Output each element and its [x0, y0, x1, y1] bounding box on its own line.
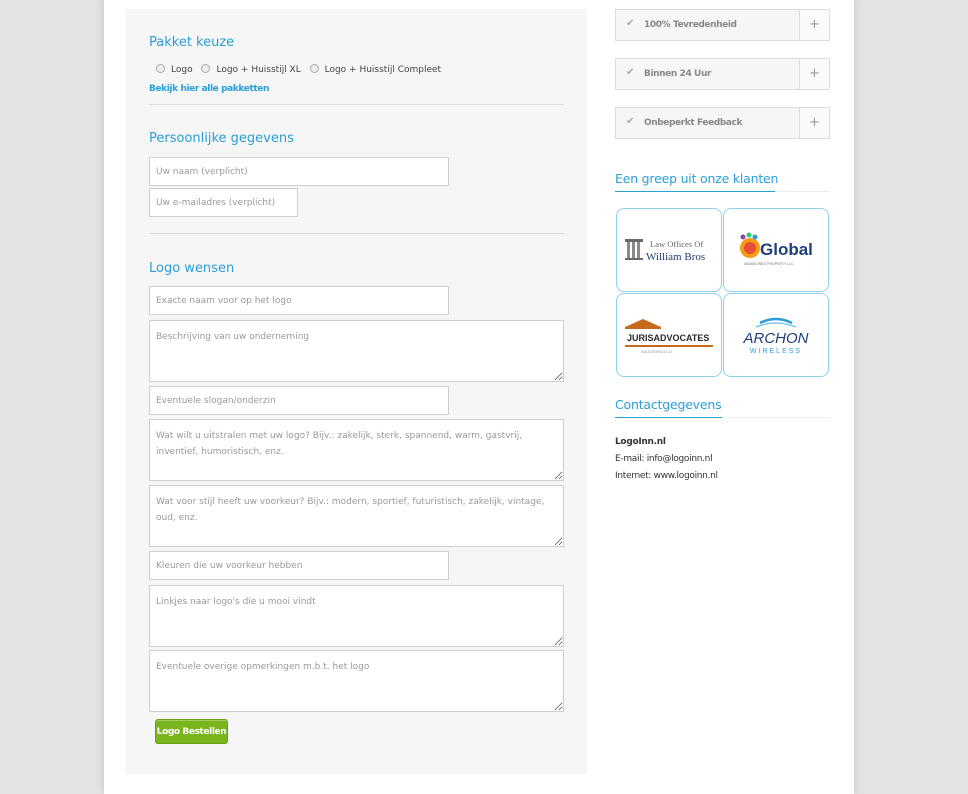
contact-title: Contactgegevens: [615, 397, 722, 412]
feature-label: Onbeperkt Feedback: [644, 118, 743, 128]
client-logo-juris-advocates[interactable]: [616, 293, 722, 377]
radiate-textarea[interactable]: [149, 419, 564, 481]
package-title: Pakket keuze: [149, 35, 235, 50]
checkmark-icon: ✔: [626, 67, 635, 78]
client-line2: William Bros: [646, 251, 706, 263]
client-line2: WIRELESS: [749, 348, 803, 355]
radio-icon[interactable]: [201, 64, 210, 73]
style-preference-textarea[interactable]: [149, 485, 564, 547]
client-logo-william-bros[interactable]: [616, 208, 722, 292]
contact-website[interactable]: Internet: www.logoinn.nl: [615, 471, 718, 481]
feature-unlimited-feedback[interactable]: [615, 107, 830, 139]
contact-title-rule: [615, 417, 830, 418]
view-packages-link[interactable]: Bekijk hier alle pakketten: [149, 84, 269, 94]
colors-input[interactable]: [149, 551, 449, 580]
name-input[interactable]: [149, 157, 449, 186]
client-line1: JURISADVOCATES: [627, 333, 710, 343]
package-option-logo[interactable]: Logo: [156, 65, 193, 75]
page: [104, 0, 854, 794]
expand-plus-icon[interactable]: +: [799, 59, 829, 89]
radio-icon[interactable]: [310, 64, 319, 73]
client-line1: ARCHON: [743, 330, 809, 347]
clients-title-rule: [615, 191, 830, 192]
client-line1: Global: [760, 240, 813, 259]
contact-email[interactable]: E-mail: info@logoinn.nl: [615, 454, 713, 464]
slogan-input[interactable]: [149, 386, 449, 415]
client-logo-archon-wireless[interactable]: [723, 293, 829, 377]
logo-wishes-title: Logo wensen: [149, 261, 235, 276]
client-line2: SOLICITORS & CO.: [641, 350, 673, 354]
expand-plus-icon[interactable]: +: [799, 108, 829, 138]
feature-satisfaction[interactable]: [615, 9, 830, 41]
divider: [149, 104, 564, 105]
feature-label: Binnen 24 Uur: [644, 69, 712, 79]
remarks-textarea[interactable]: [149, 650, 564, 712]
checkmark-icon: ✔: [626, 116, 635, 127]
feature-label: 100% Tevredenheid: [644, 20, 737, 30]
client-logo-global[interactable]: [723, 208, 829, 292]
client-line1: Law Offices Of: [650, 239, 704, 249]
package-option-logo-huisstijl-xl[interactable]: Logo + Huisstijl XL: [201, 65, 300, 75]
expand-plus-icon[interactable]: +: [799, 10, 829, 40]
logo-links-textarea[interactable]: [149, 585, 564, 647]
package-option-logo-huisstijl-compleet[interactable]: Logo + Huisstijl Compleet: [310, 65, 441, 75]
personal-title: Persoonlijke gegevens: [149, 131, 294, 146]
radio-icon[interactable]: [156, 64, 165, 73]
order-form: [126, 9, 587, 774]
order-logo-button[interactable]: Logo Bestellen: [155, 719, 228, 744]
email-input[interactable]: [149, 188, 298, 217]
contact-company: LogoInn.nl: [615, 437, 666, 447]
company-description-textarea[interactable]: [149, 320, 564, 382]
feature-within-24-hours[interactable]: [615, 58, 830, 90]
divider: [149, 233, 564, 234]
clients-title: Een greep uit onze klanten: [615, 171, 779, 186]
logo-name-input[interactable]: [149, 286, 449, 315]
package-options: [156, 65, 447, 78]
client-line2: ABANDONED PROPERTY LLC: [744, 262, 794, 266]
checkmark-icon: ✔: [626, 18, 635, 29]
